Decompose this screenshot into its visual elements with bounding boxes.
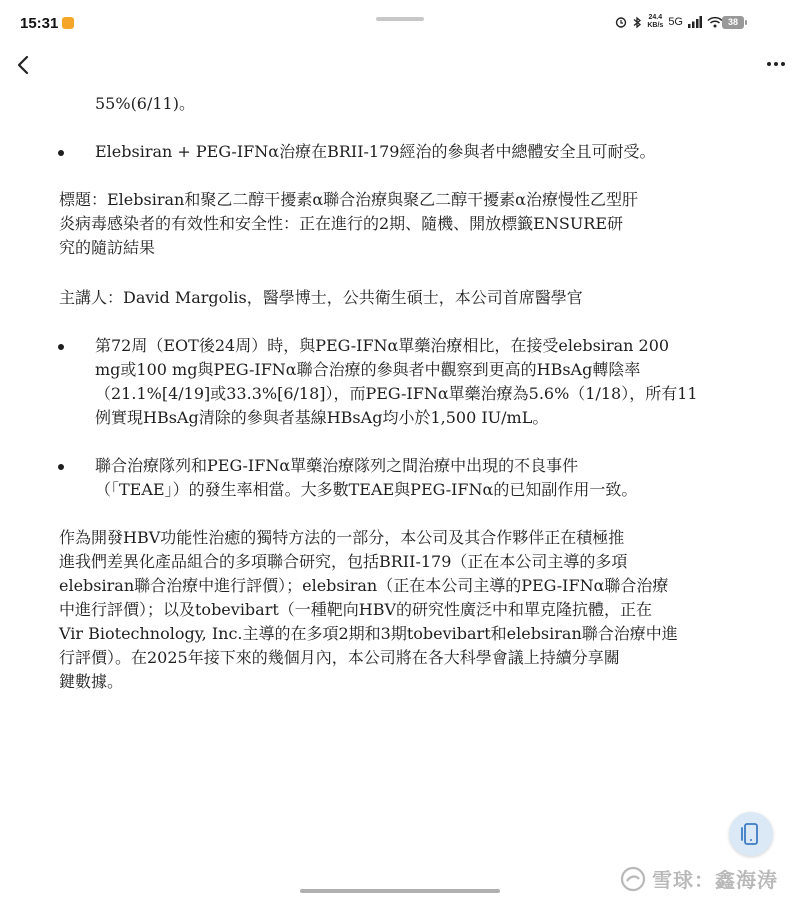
- chevron-left-icon: [10, 50, 40, 80]
- watermark: [620, 864, 778, 893]
- bullet-dot: [58, 464, 64, 470]
- signal-bars-icon: [688, 16, 702, 28]
- bullet-safety: Elebsiran + PEG-IFNα治療在BRII-179經治的參與者中總體安全且可耐受。: [95, 142, 656, 161]
- more-options-button[interactable]: [764, 52, 788, 76]
- status-bar: [0, 0, 800, 48]
- floating-device-button[interactable]: [729, 812, 773, 856]
- phone-device-icon: [729, 812, 773, 856]
- battery-tip: [745, 20, 747, 25]
- snowball-logo-icon: [620, 866, 646, 892]
- bullet-week72: 第72周（EOT後24周）時，與PEG-IFNα單藥治療相比，在接受elebsiran 200 mg或100 mg與PEG-IFNα聯合治療的參與者中觀察到更高的HBsAg轉陰率 （21.1%[4/19]或33.3%[6/18]），而PEG-IFNα單藥治療為5.6%（1/18），所有11 例實現HBsAg清除的參與者基線HBsAg均小於1,500 IU/mL。: [95, 336, 698, 427]
- wifi-icon: [707, 16, 723, 28]
- back-button[interactable]: [10, 50, 40, 80]
- alarm-icon: [615, 16, 627, 28]
- home-indicator[interactable]: [300, 889, 500, 893]
- nav-bar: [0, 48, 800, 88]
- presenter-line: 主講人：David Margolis，醫學博士，公共衛生碩士，本公司首席醫學官: [59, 288, 583, 307]
- more-dots-icon: [764, 52, 788, 76]
- bullet-dot: [58, 344, 64, 350]
- network-speed: 24.4 KB/s: [647, 14, 664, 29]
- window-handle-pill[interactable]: [376, 17, 424, 21]
- status-time: 15:31: [20, 15, 59, 32]
- signal-label: 5G: [668, 16, 683, 28]
- bullet-teae: 聯合治療隊列和PEG-IFNα單藥治療隊列之間治療中出現的不良事件 （「TEAE」）的發生率相當。大多數TEAE與PEG-IFNα的已知副作用一致。: [95, 456, 638, 499]
- bullet-dot: [58, 150, 64, 156]
- talk-title: 標題：Elebsiran和聚乙二醇干擾素α聯合治療與聚乙二醇干擾素α治療慢性乙型肝 炎病毒感染者的有效性和安全性：正在進行的2期、隨機、開放標籤ENSURE研 究的隨訪結果: [59, 190, 638, 257]
- watermark-text: 雪球：鑫海涛: [652, 868, 778, 892]
- closing-paragraph: 作為開發HBV功能性治癒的獨特方法的一部分，本公司及其合作夥伴正在積極推 進我們差異化產品組合的多項聯合研究，包括BRII-179（正在本公司主導的多項 elebsiran聯合治療中進行評價）；elebsiran（正在本公司主導的PEG-IFNα聯合治療 中進行評價）；以及tobevibart（一種靶向HBV的研究性廣泛中和單克隆抗體，正在 Vir Biotechnology, Inc.主導的在多項2期和3期tobevibart和elebsiran聯合治療中進 行評價）。在2025年接下來的幾個月內，本公司將在各大科學會議上持續分享關 鍵數據。: [59, 528, 678, 691]
- battery-indicator: 38: [722, 16, 744, 29]
- app-notification-icon: [62, 17, 74, 29]
- bluetooth-icon: [632, 16, 642, 29]
- continued-line: 55%(6/11)。: [95, 94, 195, 113]
